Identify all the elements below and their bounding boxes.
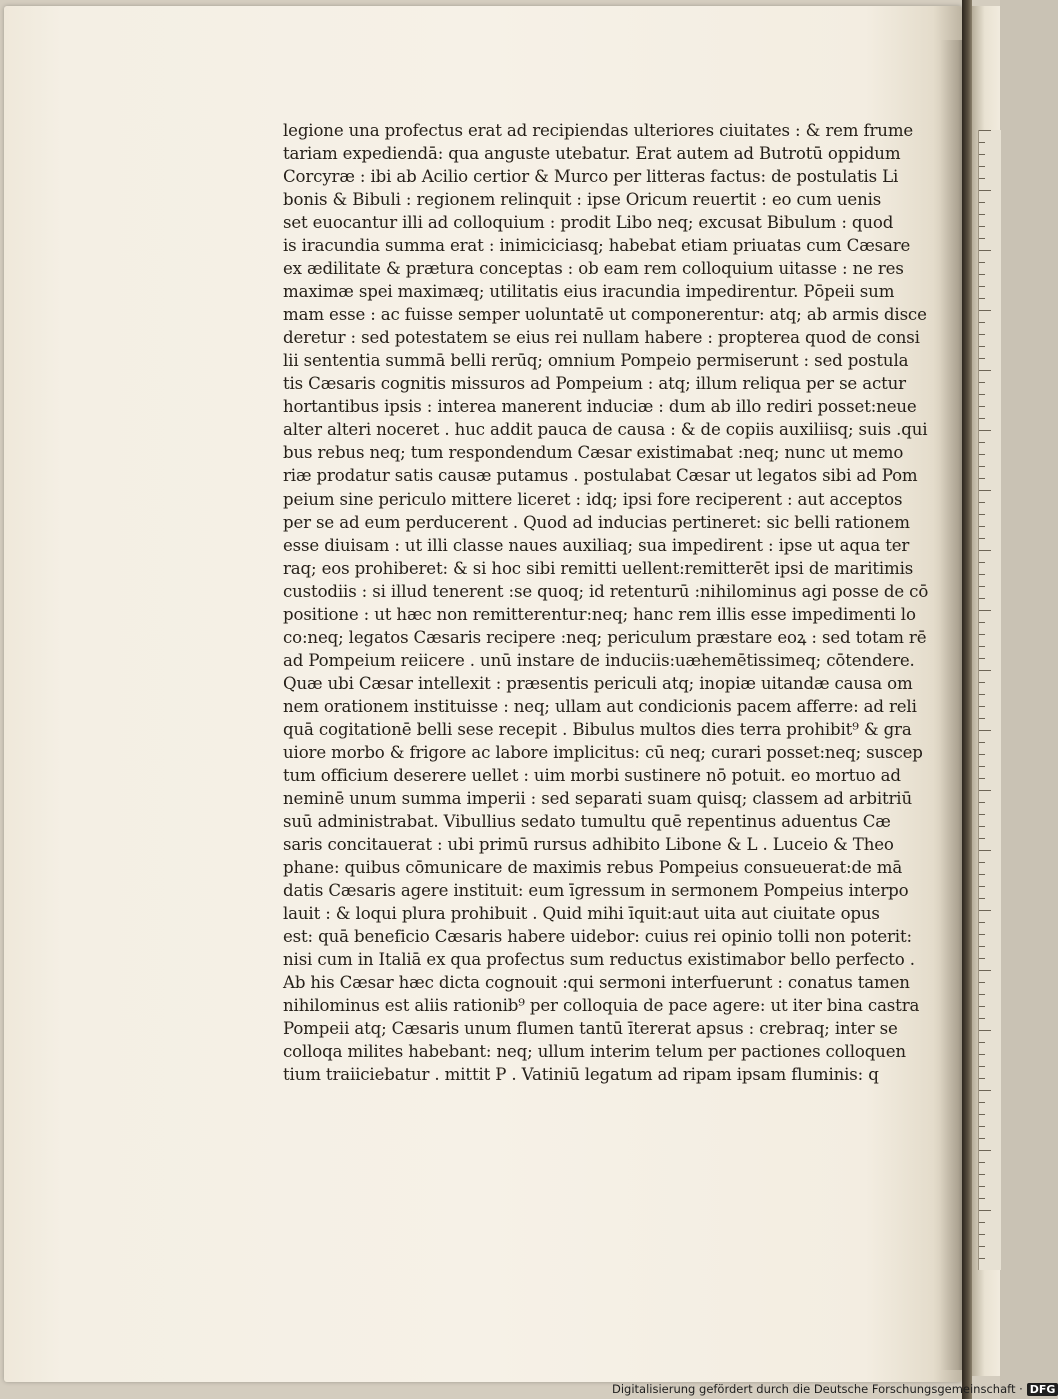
ruler-tick: [979, 1246, 985, 1247]
text-line: esse diuisam : ut illi classe naues auxiliaq; sua impedirent : ipse ut aqua ter: [283, 535, 910, 555]
ruler-tick: [979, 550, 991, 551]
ruler-tick: [979, 1210, 991, 1211]
ruler-tick: [979, 142, 985, 143]
text-line: nihilominus est aliis rationib⁹ per colloquia de pace agere: ut iter bina castra: [283, 996, 920, 1016]
ruler-tick: [979, 214, 985, 215]
text-line: neminē unum summa imperii : sed separati suam quisq; classem ad arbitriū: [283, 788, 912, 808]
ruler-tick: [979, 850, 991, 851]
footer-credit-text: Digitalisierung gefördert durch die Deutsche Forschungsgemeinschaft ·: [612, 1382, 1023, 1396]
ruler-tick: [979, 1198, 985, 1199]
ruler-tick: [979, 934, 985, 935]
text-line: co:neq; legatos Cæsaris recipere :neq; periculum præstare eoꝝ : sed totam rē: [283, 627, 927, 647]
ruler-tick: [979, 742, 985, 743]
ruler-tick: [979, 274, 985, 275]
text-line: set euocantur illi ad colloquium : prodit Libo neq; excusat Bibulum : quod: [283, 213, 894, 233]
ruler-tick: [979, 886, 985, 887]
ruler-tick: [979, 166, 985, 167]
text-line: hortantibus ipsis : interea manerent induciæ : dum ab illo rediri posset:neue: [283, 397, 917, 417]
ruler-tick: [979, 442, 985, 443]
ruler-tick: [979, 706, 985, 707]
ruler-tick: [979, 382, 985, 383]
text-line: per se ad eum perducerent . Quod ad inducias pertineret: sic belli rationem: [283, 512, 910, 532]
ruler-tick: [979, 694, 985, 695]
ruler-tick: [979, 202, 985, 203]
ruler-tick: [979, 598, 985, 599]
ruler-tick: [979, 190, 991, 191]
ruler-tick: [979, 490, 991, 491]
ruler-tick: [979, 466, 985, 467]
ruler-tick: [979, 1138, 985, 1139]
ruler-tick: [979, 1030, 991, 1031]
ruler-tick: [979, 958, 985, 959]
text-line: deretur : sed potestatem se eius rei nullam habere : propterea quod de consi: [283, 328, 920, 348]
ruler-tick: [979, 778, 985, 779]
ruler-tick: [979, 586, 985, 587]
ruler-tick: [979, 790, 991, 791]
ruler-tick: [979, 646, 985, 647]
text-line: suū administrabat. Vibullius sedato tumultu quē repentinus aduentus Cæ: [283, 811, 891, 831]
ruler-tick: [979, 826, 985, 827]
ruler-tick: [979, 682, 985, 683]
ruler-tick: [979, 610, 991, 611]
ruler-tick: [979, 946, 985, 947]
text-line: maximæ spei maximæq; utilitatis eius iracundia impedirentur. Pōpeii sum: [283, 282, 895, 302]
ruler-tick: [979, 1090, 991, 1091]
ruler-tick: [979, 358, 985, 359]
text-line: datis Cæsaris agere instituit: eum īgressum in sermonem Pompeius interpo: [283, 881, 909, 901]
ruler-tick: [979, 1114, 985, 1115]
ruler-tick: [979, 910, 991, 911]
ruler-tick: [979, 634, 985, 635]
ruler-tick: [979, 898, 985, 899]
ruler-tick: [979, 970, 991, 971]
ruler-tick: [979, 130, 991, 131]
measurement-ruler: [978, 130, 1001, 1270]
text-line: phane: quibus cōmunicare de maximis rebus Pompeius consueuerat:de mā: [283, 858, 903, 877]
text-line: Corcyræ : ibi ab Acilio certior & Murco per litteras factus: de postulatis Li: [283, 167, 899, 187]
ruler-tick: [979, 814, 985, 815]
text-line: alter alteri noceret . huc addit pauca de causa : & de copiis auxiliisq; suis .qui: [283, 420, 928, 440]
ruler-tick: [979, 574, 985, 575]
text-line: peium sine periculo mittere liceret : idq; ipsi fore reciperent : aut acceptos: [283, 489, 903, 509]
ruler-tick: [979, 1126, 985, 1127]
ruler-tick: [979, 346, 985, 347]
text-line: nisi cum in Italiā ex qua profectus sum reductus existimabor bello perfecto .: [283, 950, 915, 970]
book-gutter: [962, 0, 972, 1399]
ruler-tick: [979, 622, 985, 623]
ruler-tick: [979, 730, 991, 731]
ruler-tick: [979, 1066, 985, 1067]
ruler-tick: [979, 178, 985, 179]
text-line: uiore morbo & frigore ac labore implicitus: cū neq; curari posset:neq; suscep: [283, 742, 923, 762]
main-text-block: [283, 119, 929, 1086]
ruler-tick: [979, 538, 985, 539]
text-line: tium traiiciebatur . mittit P . Vatiniū legatum ad ripam ipsam fluminis: q: [283, 1065, 879, 1085]
text-line: Pompeii atq; Cæsaris unum flumen tantū ītererat apsus : crebraq; inter se: [283, 1019, 898, 1039]
ruler-tick: [979, 922, 985, 923]
ruler-tick: [979, 1054, 985, 1055]
text-line: saris concitauerat : ubi primū rursus adhibito Libone & L . Luceio & Theo: [283, 834, 894, 854]
text-line: lauit : & loqui plura prohibuit . Quid mihi īquit:aut uita aut ciuitate opus: [283, 904, 880, 924]
text-line: riæ prodatur satis causæ putamus . postulabat Cæsar ut legatos sibi ad Pom: [283, 466, 918, 486]
text-line: est: quā beneficio Cæsaris habere uidebor: cuius rei opinio tolli non poterit:: [283, 927, 912, 947]
ruler-tick: [979, 718, 985, 719]
ruler-tick: [979, 862, 985, 863]
ruler-tick: [979, 430, 991, 431]
ruler-tick: [979, 514, 985, 515]
ruler-tick: [979, 298, 985, 299]
dfg-logo: DFG: [1027, 1383, 1058, 1396]
text-line: tariam expediendā: qua anguste utebatur. Erat autem ad Butrotū oppidum: [283, 144, 901, 164]
ruler-tick: [979, 310, 991, 311]
ruler-tick: [979, 502, 985, 503]
ruler-tick: [979, 394, 985, 395]
ruler-tick: [979, 1174, 985, 1175]
ruler-tick: [979, 1102, 985, 1103]
ruler-tick: [979, 286, 985, 287]
ruler-tick: [979, 994, 985, 995]
ruler-tick: [979, 982, 985, 983]
text-line: bonis & Bibuli : regionem relinquit : ipse Oricum reuertit : eo cum uenis: [283, 190, 882, 210]
ruler-tick: [979, 370, 991, 371]
ruler-tick: [979, 1006, 985, 1007]
text-line: ad Pompeium reiicere . unū instare de induciis:uæhemētissimeq; cōtendere.: [283, 650, 915, 670]
text-line: mam esse : ac fuisse semper uoluntatē ut componerentur: atq; ab armis disce: [283, 305, 927, 325]
ruler-tick: [979, 454, 985, 455]
ruler-tick: [979, 1018, 985, 1019]
text-line: Ab his Cæsar hæc dicta cognouit :qui sermoni interfuerunt : conatus tamen: [283, 973, 910, 993]
ruler-tick: [979, 1258, 985, 1259]
ruler-tick: [979, 322, 985, 323]
ruler-tick: [979, 1234, 985, 1235]
ruler-tick: [979, 1222, 985, 1223]
text-line: lii sententia summā belli rerūq; omnium Pompeio permiserunt : sed postula: [283, 351, 909, 371]
text-line: ex ædilitate & prætura conceptas : ob eam rem colloquium uitasse : ne res: [283, 259, 904, 279]
ruler-tick: [979, 250, 991, 251]
text-line: legione una profectus erat ad recipiendas ulteriores ciuitates : & rem frume: [283, 121, 914, 140]
ruler-tick: [979, 262, 985, 263]
ruler-tick: [979, 1078, 985, 1079]
text-line: colloqa milites habebant: neq; ullum interim telum per pactiones colloquen: [283, 1042, 906, 1062]
ruler-tick: [979, 670, 991, 671]
ruler-tick: [979, 154, 985, 155]
ruler-tick: [979, 1162, 985, 1163]
ruler-tick: [979, 526, 985, 527]
digitization-footer: [612, 1382, 1056, 1398]
text-line: custodiis : si illud tenerent :se quoq; id retenturū :nihilominus agi posse de cō: [283, 581, 929, 601]
ruler-tick: [979, 754, 985, 755]
ruler-tick: [979, 334, 985, 335]
ruler-tick: [979, 226, 985, 227]
ruler-tick: [979, 478, 985, 479]
text-line: tum officium deserere uellet : uim morbi sustinere nō potuit. eo mortuo ad: [283, 765, 901, 785]
ruler-tick: [979, 1042, 985, 1043]
ruler-tick: [979, 406, 985, 407]
ruler-tick: [979, 838, 985, 839]
text-line: nem orationem instituisse : neq; ullam aut condicionis pacem afferre: ad reli: [283, 696, 917, 716]
ruler-tick: [979, 238, 985, 239]
ruler-tick: [979, 766, 985, 767]
ruler-tick: [979, 418, 985, 419]
text-line: is iracundia summa erat : inimiciciasq; habebat etiam priuatas cum Cæsare: [283, 236, 911, 256]
ruler-tick: [979, 562, 985, 563]
ruler-tick: [979, 802, 985, 803]
text-line: Quæ ubi Cæsar intellexit : præsentis periculi atq; inopiæ uitandæ causa om: [283, 673, 913, 693]
ruler-tick: [979, 1150, 991, 1151]
ruler-tick: [979, 1186, 985, 1187]
ruler-tick: [979, 658, 985, 659]
text-line: bus rebus neq; tum respondendum Cæsar existimabat :neq; nunc ut memo: [283, 443, 904, 463]
text-line: tis Cæsaris cognitis missuros ad Pompeium : atq; illum reliqua per se actur: [283, 374, 906, 394]
text-line: raq; eos prohiberet: & si hoc sibi remitti uellent:remitterēt ipsi de maritimis: [283, 558, 914, 578]
ruler-tick: [979, 874, 985, 875]
text-line: positione : ut hæc non remitterentur:neq; hanc rem illis esse impedimenti lo: [283, 604, 916, 624]
text-line: quā cogitationē belli sese recepit . Bibulus multos dies terra prohibit⁹ & gra: [283, 719, 912, 739]
